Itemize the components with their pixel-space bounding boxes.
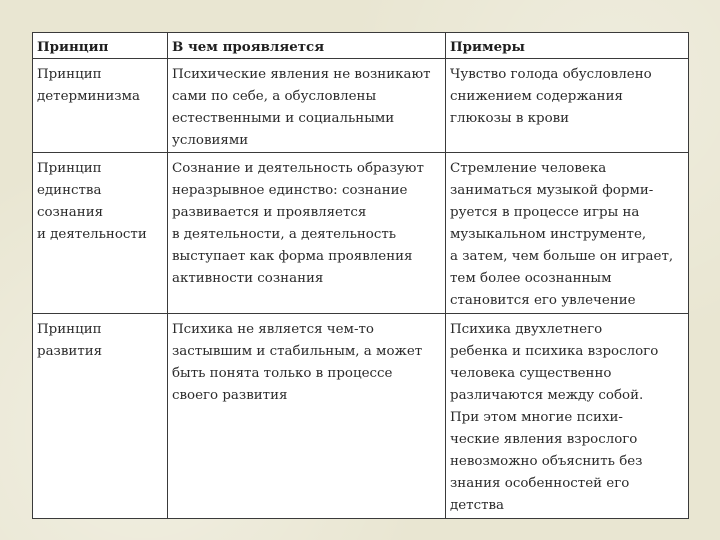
principle-cell: Принцип детерминизма [33,59,168,153]
manifestation-cell: Психические явления не возникают сами по себе, а обусловлены естественными и социальными условиями [168,59,446,153]
header-examples: Примеры [446,33,689,59]
header-manifestation: В чем проявляется [168,33,446,59]
manifestation-cell: Сознание и деятельность образуют неразрывное единство: сознание развивается и проявляется в деятельности, а деятельность выступает как форма проявления активности сознания [168,153,446,314]
example-cell: Чувство голода обусловлено снижением содержания глюкозы в крови [446,59,689,153]
table-row [33,153,689,314]
table-row [33,314,689,519]
table-header-row [33,33,689,59]
example-cell: Психика двухлетнего ребенка и психика взрослого человека существенно различаются между собой. При этом многие психи- ческие явления взрослого невозможно объяснить без знания особенностей его детства [446,314,689,519]
principle-cell: Принцип развития [33,314,168,519]
header-principle: Принцип [33,33,168,59]
table-row [33,59,689,153]
example-cell: Стремление человека заниматься музыкой форми- руется в процессе игры на музыкальном инструменте, а затем, чем больше он играет, тем более осознанным становится его увлечение [446,153,689,314]
principles-table [32,32,689,519]
principle-cell: Принцип единства сознания и деятельности [33,153,168,314]
manifestation-cell: Психика не является чем-то застывшим и стабильным, а может быть понята только в процессе своего развития [168,314,446,519]
